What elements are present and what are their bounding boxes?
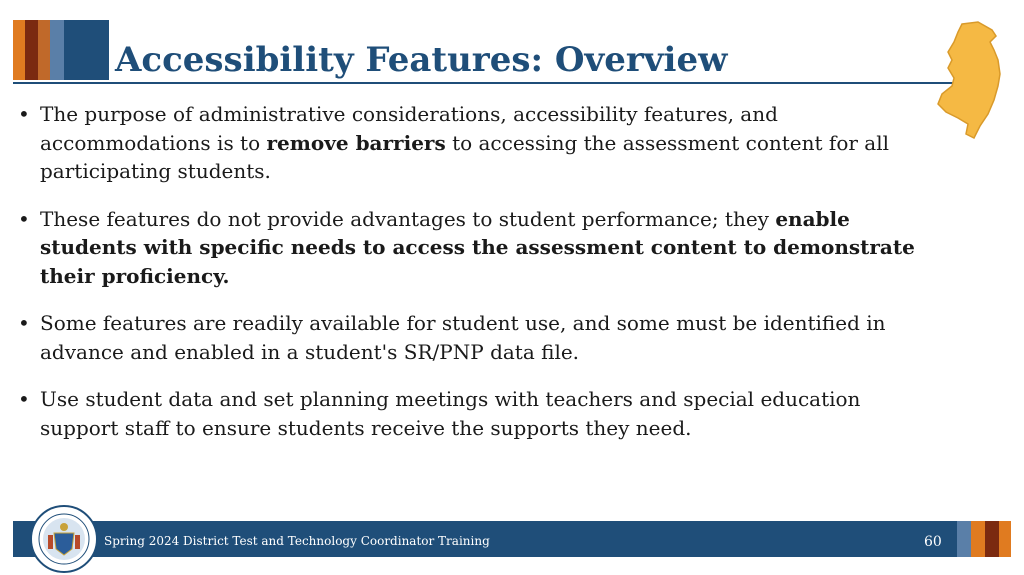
new-jersey-map-icon bbox=[934, 20, 1006, 142]
nj-department-of-education-seal bbox=[30, 505, 98, 573]
bullet-item bbox=[18, 100, 928, 186]
bullet-bold-text: enable students with specific needs to access the assessment content to demonstrate their proficiency. bbox=[40, 206, 915, 288]
footer-text: Spring 2024 District Test and Technology Coordinator Training bbox=[104, 534, 490, 548]
title-underline bbox=[13, 82, 963, 84]
bullet-bold-text: remove barriers bbox=[266, 130, 446, 155]
footer-accent-bars bbox=[957, 521, 1011, 557]
title-accent-bars bbox=[13, 20, 109, 80]
bullet-text: These features do not provide advantages to student performance; they bbox=[40, 206, 776, 231]
bullet-dot: • bbox=[18, 102, 30, 126]
bullet-text: Use student data and set planning meetings with teachers and special education support staff to ensure students receive the supports they need. bbox=[40, 387, 861, 440]
bullet-item bbox=[18, 309, 928, 366]
bullet-dot: • bbox=[18, 206, 30, 231]
page-number: 60 bbox=[924, 534, 942, 550]
bullet-list bbox=[18, 100, 928, 461]
bullet-text: The purpose of administrative considerations, accessibility features, and accommodations is to bbox=[40, 102, 778, 155]
bullet-text: Some features are readily available for student use, and some must be identified in advance and enabled in a student's SR/PNP data file. bbox=[40, 311, 886, 364]
slide-title: Accessibility Features: Overview bbox=[115, 40, 728, 80]
bullet-dot: • bbox=[18, 387, 30, 411]
bullet-text: to accessing the assessment content for all participating students. bbox=[40, 130, 889, 183]
bullet-dot: • bbox=[18, 311, 30, 335]
bullet-item bbox=[18, 205, 928, 291]
bullet-item bbox=[18, 385, 928, 442]
